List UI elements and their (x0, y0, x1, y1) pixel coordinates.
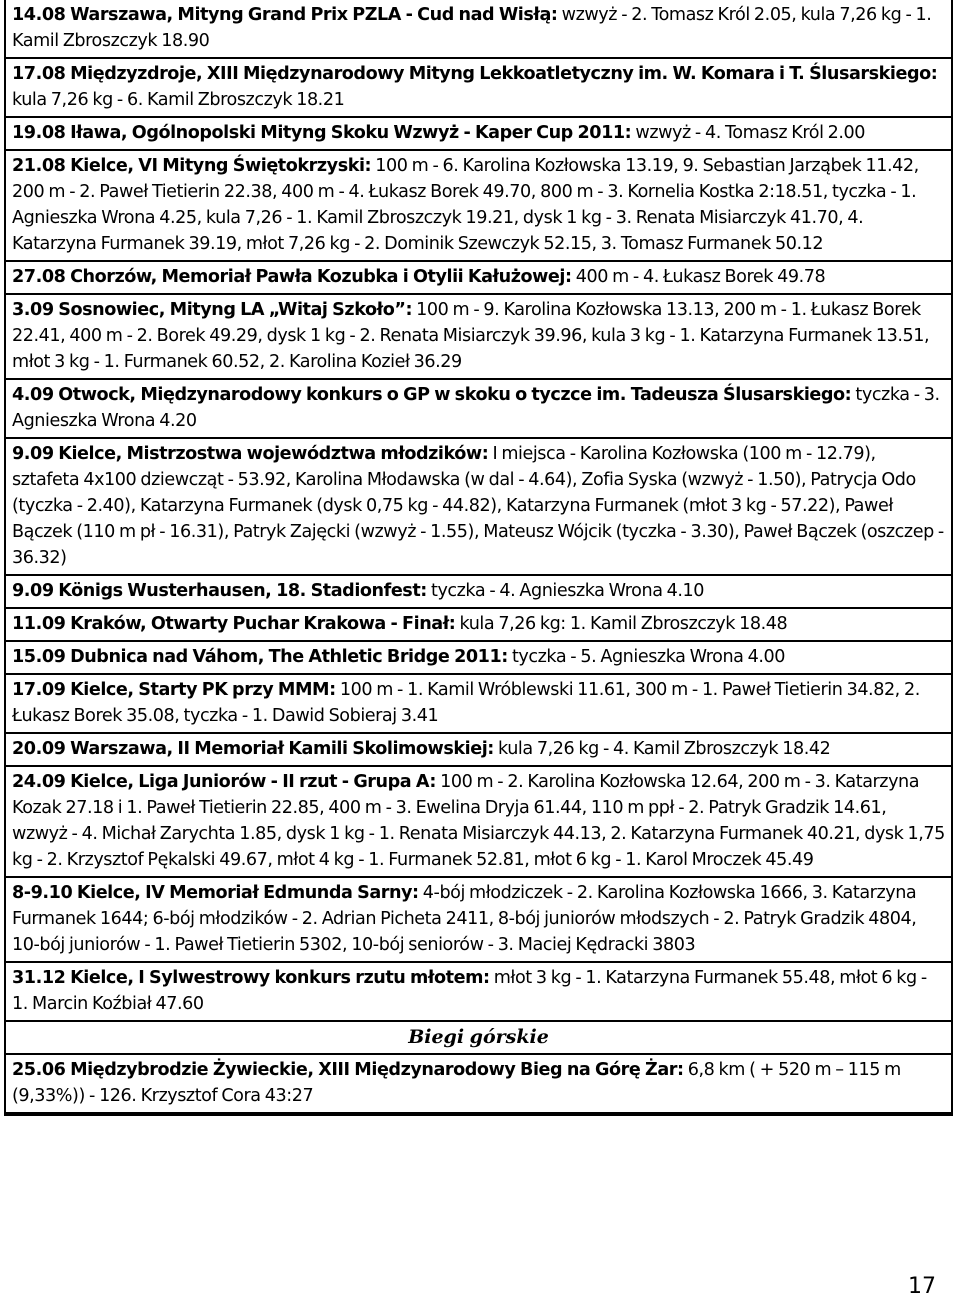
event-results: 4-bój młodziczek - 2. Karolina Kozłowska 1666, 3. Katarzyna Furmanek 1644; 6-bój młodzików - 2. Adrian Picheta 2411, 8-bój juniorów młodszych - 2. Patryk Gradzik 4804, 10-bój juniorów - 1. Paweł Tietierin 5302, 10-bój seniorów - 3. Maciej Kędracki 3803 (12, 883, 917, 955)
event-heading: 31.12 Kielce, I Sylwestrowy konkurs rzutu młotem: (12, 968, 490, 988)
event-heading: 20.09 Warszawa, II Memoriał Kamili Skolimowskiej: (12, 739, 494, 759)
event-heading: 11.09 Kraków, Otwarty Puchar Krakowa - Finał: (12, 614, 456, 634)
result-row (6, 963, 951, 1022)
result-row (6, 118, 951, 151)
event-heading: 19.08 Iława, Ogólnopolski Mityng Skoku Wzwyż - Kaper Cup 2011: (12, 123, 632, 143)
event-results: I miejsca - Karolina Kozłowska (100 m - 12.79), sztafeta 4x100 dziewcząt - 53.92, Karolina Młodawska (w dal - 4.64), Zofia Syska (wzwyż - 1.50), Patrycja Odo (tyczka - 2.40), Katarzyna Furmanek (dysk 0,75 kg - 44.82), Katarzyna Furmanek (młot 3 kg - 57.22), Paweł Bączek (110 m pł - 16.31), Patryk Zajęcki (wzwyż - 1.55), Mateusz Wójcik (tyczka - 3.30), Paweł Bączek (oszczep - 36.32) (12, 444, 944, 568)
result-row (6, 1055, 951, 1114)
event-results: wzwyż - 2. Tomasz Król 2.05, kula 7,26 kg - 1. Kamil Zbroszczyk 18.90 (12, 5, 932, 51)
event-results: kula 7,26 kg - 4. Kamil Zbroszczyk 18.42 (493, 739, 831, 759)
event-heading: 15.09 Dubnica nad Váhom, The Athletic Bridge 2011: (12, 647, 508, 667)
event-results: 6,8 km ( + 520 m – 115 m (9,33%)) - 126. Krzysztof Cora 43:27 (12, 1060, 901, 1106)
event-heading: 27.08 Chorzów, Memoriał Pawła Kozubka i Otylii Kałużowej: (12, 267, 572, 287)
event-results: młot 3 kg - 1. Katarzyna Furmanek 55.48, młot 6 kg - 1. Marcin Koźbiał 47.60 (12, 968, 927, 1014)
event-results: 100 m - 2. Karolina Kozłowska 12.64, 200 m - 3. Katarzyna Kozak 27.18 i 1. Paweł Tietierin 22.85, 400 m - 3. Ewelina Dryja 61.44, 110 m ppł - 2. Patryk Gradzik 14.61, wzwyż - 4. Michał Zarychta 1.85, dysk 1 kg - 1. Renata Misiarczyk 44.13, 2. Katarzyna Furmanek 40.21, dysk 1,75 kg - 2. Krzysztof Pękalski 49.67, młot 4 kg - 1. Furmanek 52.81, młot 6 kg - 1. Karol Mroczek 45.49 (12, 772, 945, 870)
event-results: tyczka - 3. Agnieszka Wrona 4.20 (12, 385, 940, 431)
result-row (6, 295, 951, 380)
event-heading: 9.09 Kielce, Mistrzostwa województwa młodzików: (12, 444, 489, 464)
event-heading: 24.09 Kielce, Liga Juniorów - II rzut - Grupa A: (12, 772, 436, 792)
result-row (6, 734, 951, 767)
event-heading: 3.09 Sosnowiec, Mityng LA „Witaj Szkoło”: (12, 300, 413, 320)
result-row (6, 59, 951, 118)
event-results: 100 m - 9. Karolina Kozłowska 13.13, 200 m - 1. Łukasz Borek 22.41, 400 m - 2. Borek 49.29, dysk 1 kg - 2. Renata Misiarczyk 39.96, kula 3 kg - 1. Katarzyna Furmanek 13.51, młot 3 kg - 1. Furmanek 60.52, 2. Karolina Kozieł 36.29 (12, 300, 930, 372)
result-row (6, 576, 951, 609)
event-results: kula 7,26 kg: 1. Kamil Zbroszczyk 18.48 (455, 614, 788, 634)
event-results: kula 7,26 kg - 6. Kamil Zbroszczyk 18.21 (12, 90, 345, 110)
result-row (6, 151, 951, 262)
event-heading: 8-9.10 Kielce, IV Memoriał Edmunda Sarny: (12, 883, 419, 903)
event-heading: 14.08 Warszawa, Mityng Grand Prix PZLA - Cud nad Wisłą: (12, 5, 558, 25)
event-results: tyczka - 4. Agnieszka Wrona 4.10 (426, 581, 705, 601)
event-heading: 21.08 Kielce, VI Mityng Świętokrzyski: (12, 156, 372, 176)
result-row (6, 0, 951, 59)
result-row (6, 609, 951, 642)
result-row (6, 262, 951, 295)
event-heading: 25.06 Międzybrodzie Żywieckie, XIII Międzynarodowy Bieg na Górę Żar: (12, 1060, 684, 1080)
event-results: 100 m - 6. Karolina Kozłowska 13.19, 9. Sebastian Jarząbek 11.42, 200 m - 2. Paweł Tietierin 22.38, 400 m - 4. Łukasz Borek 49.70, 800 m - 3. Kornelia Kostka 2:18.51, tyczka - 1. Agnieszka Wrona 4.25, kula 7,26 - 1. Kamil Zbroszczyk 19.21, dysk 1 kg - 3. Renata Misiarczyk 41.70, 4. Katarzyna Furmanek 39.19, młot 7,26 kg - 2. Dominik Szewczyk 52.15, 3. Tomasz Furmanek 50.12 (12, 156, 919, 254)
result-row (6, 767, 951, 878)
event-results: 100 m - 1. Kamil Wróblewski 11.61, 300 m - 1. Paweł Tietierin 34.82, 2. Łukasz Borek 35.08, tyczka - 1. Dawid Sobieraj 3.41 (12, 680, 920, 726)
page-number: 17 (908, 1274, 936, 1299)
result-row (6, 675, 951, 734)
section-title: Biegi górskie (6, 1022, 951, 1055)
result-row (6, 439, 951, 576)
event-heading: 17.09 Kielce, Starty PK przy MMM: (12, 680, 336, 700)
event-heading: 17.08 Międzyzdroje, XIII Międzynarodowy Mityng Lekkoatletyczny im. W. Komara i T. Ślusarskiego: (12, 64, 938, 84)
event-results: 400 m - 4. Łukasz Borek 49.78 (571, 267, 826, 287)
results-table (4, 0, 953, 1116)
event-results: wzwyż - 4. Tomasz Król 2.00 (631, 123, 866, 143)
result-row (6, 878, 951, 963)
event-heading: 9.09 Königs Wusterhausen, 18. Stadionfest: (12, 581, 427, 601)
result-row (6, 642, 951, 675)
event-heading: 4.09 Otwock, Międzynarodowy konkurs o GP w skoku o tyczce im. Tadeusza Ślusarskiego: (12, 385, 852, 405)
result-row (6, 380, 951, 439)
event-results: tyczka - 5. Agnieszka Wrona 4.00 (507, 647, 786, 667)
